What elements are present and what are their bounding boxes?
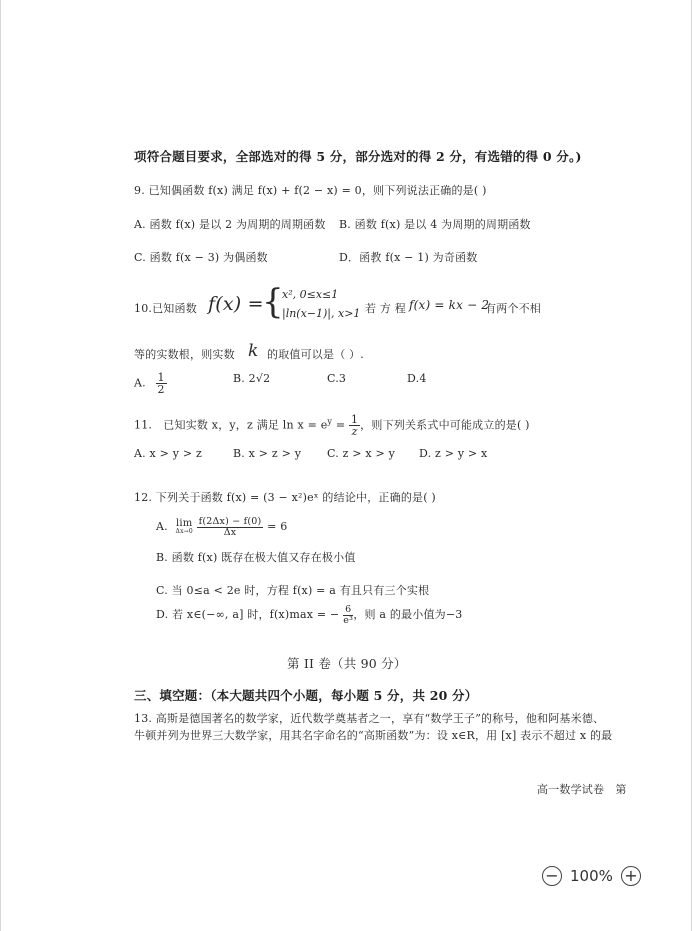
fraction-numerator: 1: [157, 371, 165, 384]
question-12-option-d: [156, 605, 462, 625]
limit-fraction: [197, 517, 264, 537]
fraction-denominator: 2: [157, 383, 165, 396]
question-10-k-symbol: k: [248, 341, 259, 361]
option-d-text-b: ，则 a 的最小值为−3: [353, 608, 463, 621]
question-12-option-a: [156, 517, 287, 537]
question-11-option-b: B. x > z > y: [233, 447, 302, 460]
zoom-level: 100%: [570, 867, 613, 885]
option-a-label: A.: [156, 520, 168, 533]
question-10-line-2b: 的取值可以是（ ）.: [267, 348, 364, 361]
question-10-equation: f(x) = kx − 2: [409, 298, 490, 312]
question-9-stem: 9. 已知偶函数 f(x) 满足 f(x) + f(2 − x) = 0，则下列说法正确的是( ): [134, 184, 487, 197]
question-12-stem: 12. 下列关于函数 f(x) = (3 − x²)eˣ 的结论中，正确的是( ): [134, 491, 436, 504]
plus-icon: +: [624, 866, 638, 885]
fraction-numerator: 1: [350, 413, 359, 426]
fraction-denominator: e³: [343, 614, 354, 626]
limit-result: = 6: [267, 520, 288, 533]
question-13-line-2: 牛顿并列为世界三大数学家，用其名字命名的“高斯函数”为：设 x∈R，用 [x] 表示不超过 x 的最: [134, 729, 613, 742]
zoom-in-button[interactable]: [621, 866, 641, 886]
question-10-option-a: [134, 372, 167, 395]
question-11-option-d: D. z > y > x: [419, 447, 488, 460]
fraction-numerator: 6: [345, 604, 352, 615]
question-9-option-c: C. 函数 f(x − 3) 为偶函数: [134, 251, 268, 264]
question-11-option-c: C. z > x > y: [327, 447, 396, 460]
limit-text: lim: [175, 518, 193, 529]
option-a-label: A.: [134, 376, 146, 390]
question-11-stem: [134, 414, 530, 437]
question-11-superscript: y: [327, 416, 333, 426]
question-11-option-a: A. x > y > z: [134, 447, 202, 460]
option-a-fraction: [156, 372, 167, 395]
part-2-heading: 第 II 卷（共 90 分）: [287, 656, 407, 671]
piecewise-brace: {: [262, 282, 284, 322]
question-12-option-b: B. 函数 f(x) 既存在极大值又存在极小值: [156, 551, 356, 564]
instructions-line: 项符合题目要求，全部选对的得 5 分，部分选对的得 2 分，有选错的得 0 分。): [134, 149, 582, 164]
page-footer: 高一数学试卷 第: [537, 783, 627, 796]
question-13-line-1: 13. 高斯是德国著名的数学家，近代数学奠基者之一，享有“数学王子”的称号，他和阿基米德、: [134, 712, 605, 725]
question-10-option-d: D.4: [407, 372, 427, 385]
question-10-option-c: C.3: [327, 372, 347, 385]
question-11-stem-b: ，则下列关系式中可能成立的是( ): [360, 418, 530, 432]
section-3-heading: 三、填空题：（本大题共四个小题，每小题 5 分，共 20 分）: [134, 688, 478, 703]
question-9-option-d: D．函教 f(x − 1) 为奇函数: [339, 251, 478, 264]
option-d-text-a: D. 若 x∈(−∞, a] 时，f(x)max = −: [156, 608, 340, 621]
question-10-tail-text: 有两个不相: [485, 302, 541, 315]
fraction-denominator: Δx: [223, 526, 237, 538]
zoom-out-button[interactable]: [542, 866, 562, 886]
question-11-fraction: [349, 414, 360, 437]
piecewise-case-1: x², 0≤x≤1: [282, 288, 339, 301]
question-11-equals: =: [332, 418, 349, 432]
question-9-option-b: B. 函数 f(x) 是以 4 为周期的周期函数: [339, 218, 531, 231]
question-12-option-c: C. 当 0≤a < 2e 时，方程 f(x) = a 有且只有三个实根: [156, 584, 430, 597]
fraction-numerator: f(2Δx) − f(0): [198, 516, 262, 527]
limit-operator: [176, 519, 193, 535]
question-11-stem-a: 11. 已知实数 x，y，z 满足 ln x = e: [134, 418, 328, 432]
minus-icon: −: [545, 866, 559, 885]
question-10-label: 10.已知函数: [134, 302, 197, 315]
limit-subscript: Δx→0: [175, 528, 193, 535]
question-10-function-name: f(x) =: [208, 293, 264, 315]
option-d-fraction: [343, 605, 353, 625]
zoom-controls: [542, 863, 641, 889]
question-10-line-2a: 等的实数根，则实数: [134, 348, 235, 361]
question-9-option-a: A. 函数 f(x) 是以 2 为周期的周期函数: [134, 218, 326, 231]
question-10-option-b: B. 2√2: [233, 372, 271, 385]
exam-page: [1, 0, 692, 931]
question-10-mid-text: 若 方 程: [365, 302, 406, 315]
fraction-denominator: z: [351, 425, 358, 438]
piecewise-case-2: |ln(x−1)|, x>1: [282, 307, 361, 320]
